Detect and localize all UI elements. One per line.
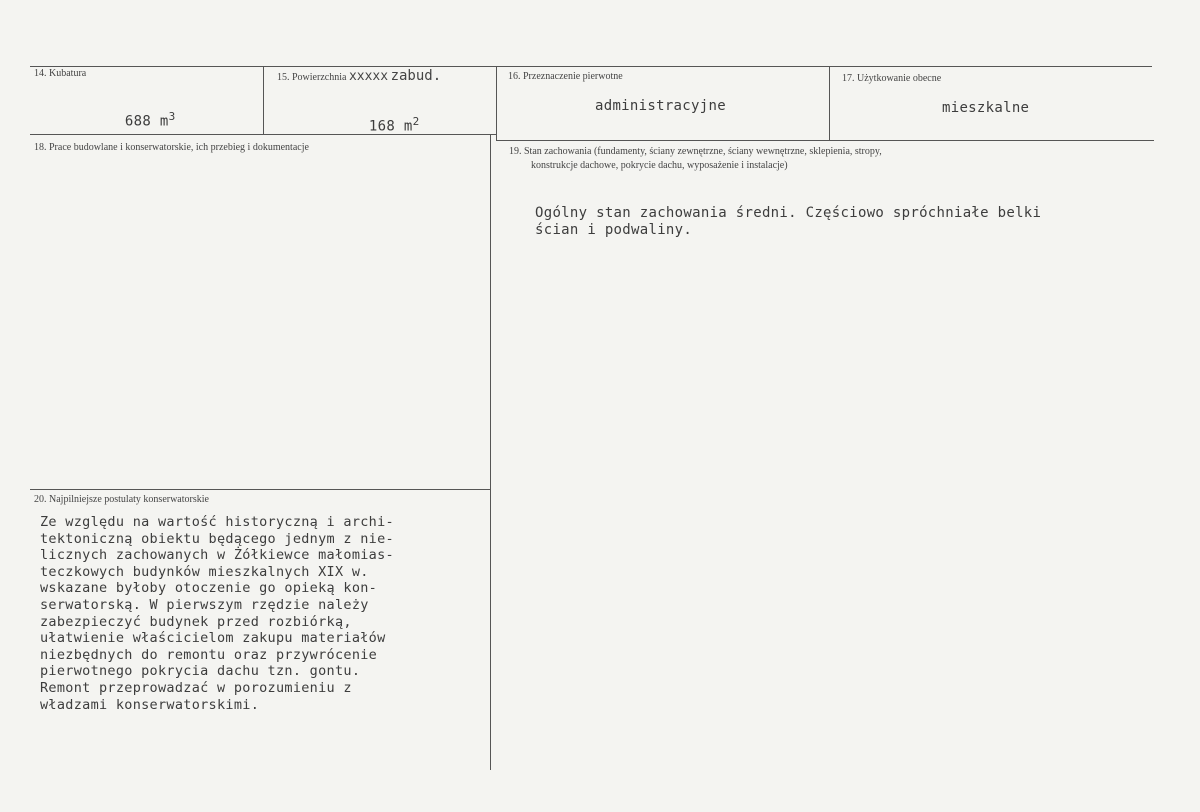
area-number: 168: [368, 118, 396, 135]
field-16-label: 16. Przeznaczenie pierwotne: [508, 71, 623, 82]
vertical-divider-3: [829, 66, 830, 140]
volume-exponent: 3: [168, 110, 176, 123]
main-vertical-divider: [490, 135, 491, 770]
field-14-label: 14. Kubatura: [34, 68, 87, 79]
area-unit: m: [403, 118, 413, 135]
vertical-divider-1: [263, 66, 264, 134]
field-20-label: 20. Najpilniejsze postulaty konserwatorskie: [34, 494, 209, 505]
field-15-label: [277, 68, 441, 84]
field-19-label-line2: konstrukcje dachowe, pokrycie dachu, wyposażenie i instalacje): [531, 160, 788, 171]
field-15-label-prefix: 15. Powierzchnia: [277, 72, 347, 83]
field-17-label: 17. Użytkowanie obecne: [842, 73, 942, 84]
field-18-label: 18. Prace budowlane i konserwatorskie, ich przebieg i dokumentacje: [34, 142, 309, 153]
section-20-rule: [30, 489, 490, 490]
area-exponent: 2: [412, 115, 420, 128]
field-15-label-struck: xxxxx: [348, 69, 389, 84]
field-19-text: Ogólny stan zachowania średni. Częściowo spróchniałe belki ścian i podwaliny.: [535, 205, 1042, 238]
field-19-label-line1: 19. Stan zachowania (fundamenty, ściany zewnętrzne, ściany wewnętrzne, sklepienia, stropy,: [509, 146, 882, 157]
field-14-value: [90, 94, 176, 146]
field-17-value: mieszkalne: [942, 100, 1030, 116]
field-16-value: administracyjne: [595, 98, 726, 114]
field-20-text: Ze względu na wartość historyczną i archi- tektoniczną obiektu będącego jednym z nie- licznych zachowanych w Żółkiewce małomias- teczkowych budynków mieszkalnych XIX w. wskazane byłoby otoczenie go opieką kon- serwatorską. W pierwszym rzędzie należy zabezpieczyć budynek przed rozbiórką, ułatwienie właścicielom zakupu materiałów niezbędnych do remontu oraz przywrócenie pierwotnego pokrycia dachu tzn. gontu. Remont przeprowadzać w porozumieniu z władzami konserwatorskimi.: [40, 514, 394, 713]
volume-unit: m: [159, 113, 169, 130]
volume-number: 688: [124, 113, 152, 130]
field-15-value: [334, 99, 420, 151]
top-rule: [30, 66, 1152, 67]
vertical-divider-2: [496, 66, 497, 140]
field-15-label-typed: zabud.: [390, 68, 442, 84]
row-divider-right: [496, 140, 1154, 141]
